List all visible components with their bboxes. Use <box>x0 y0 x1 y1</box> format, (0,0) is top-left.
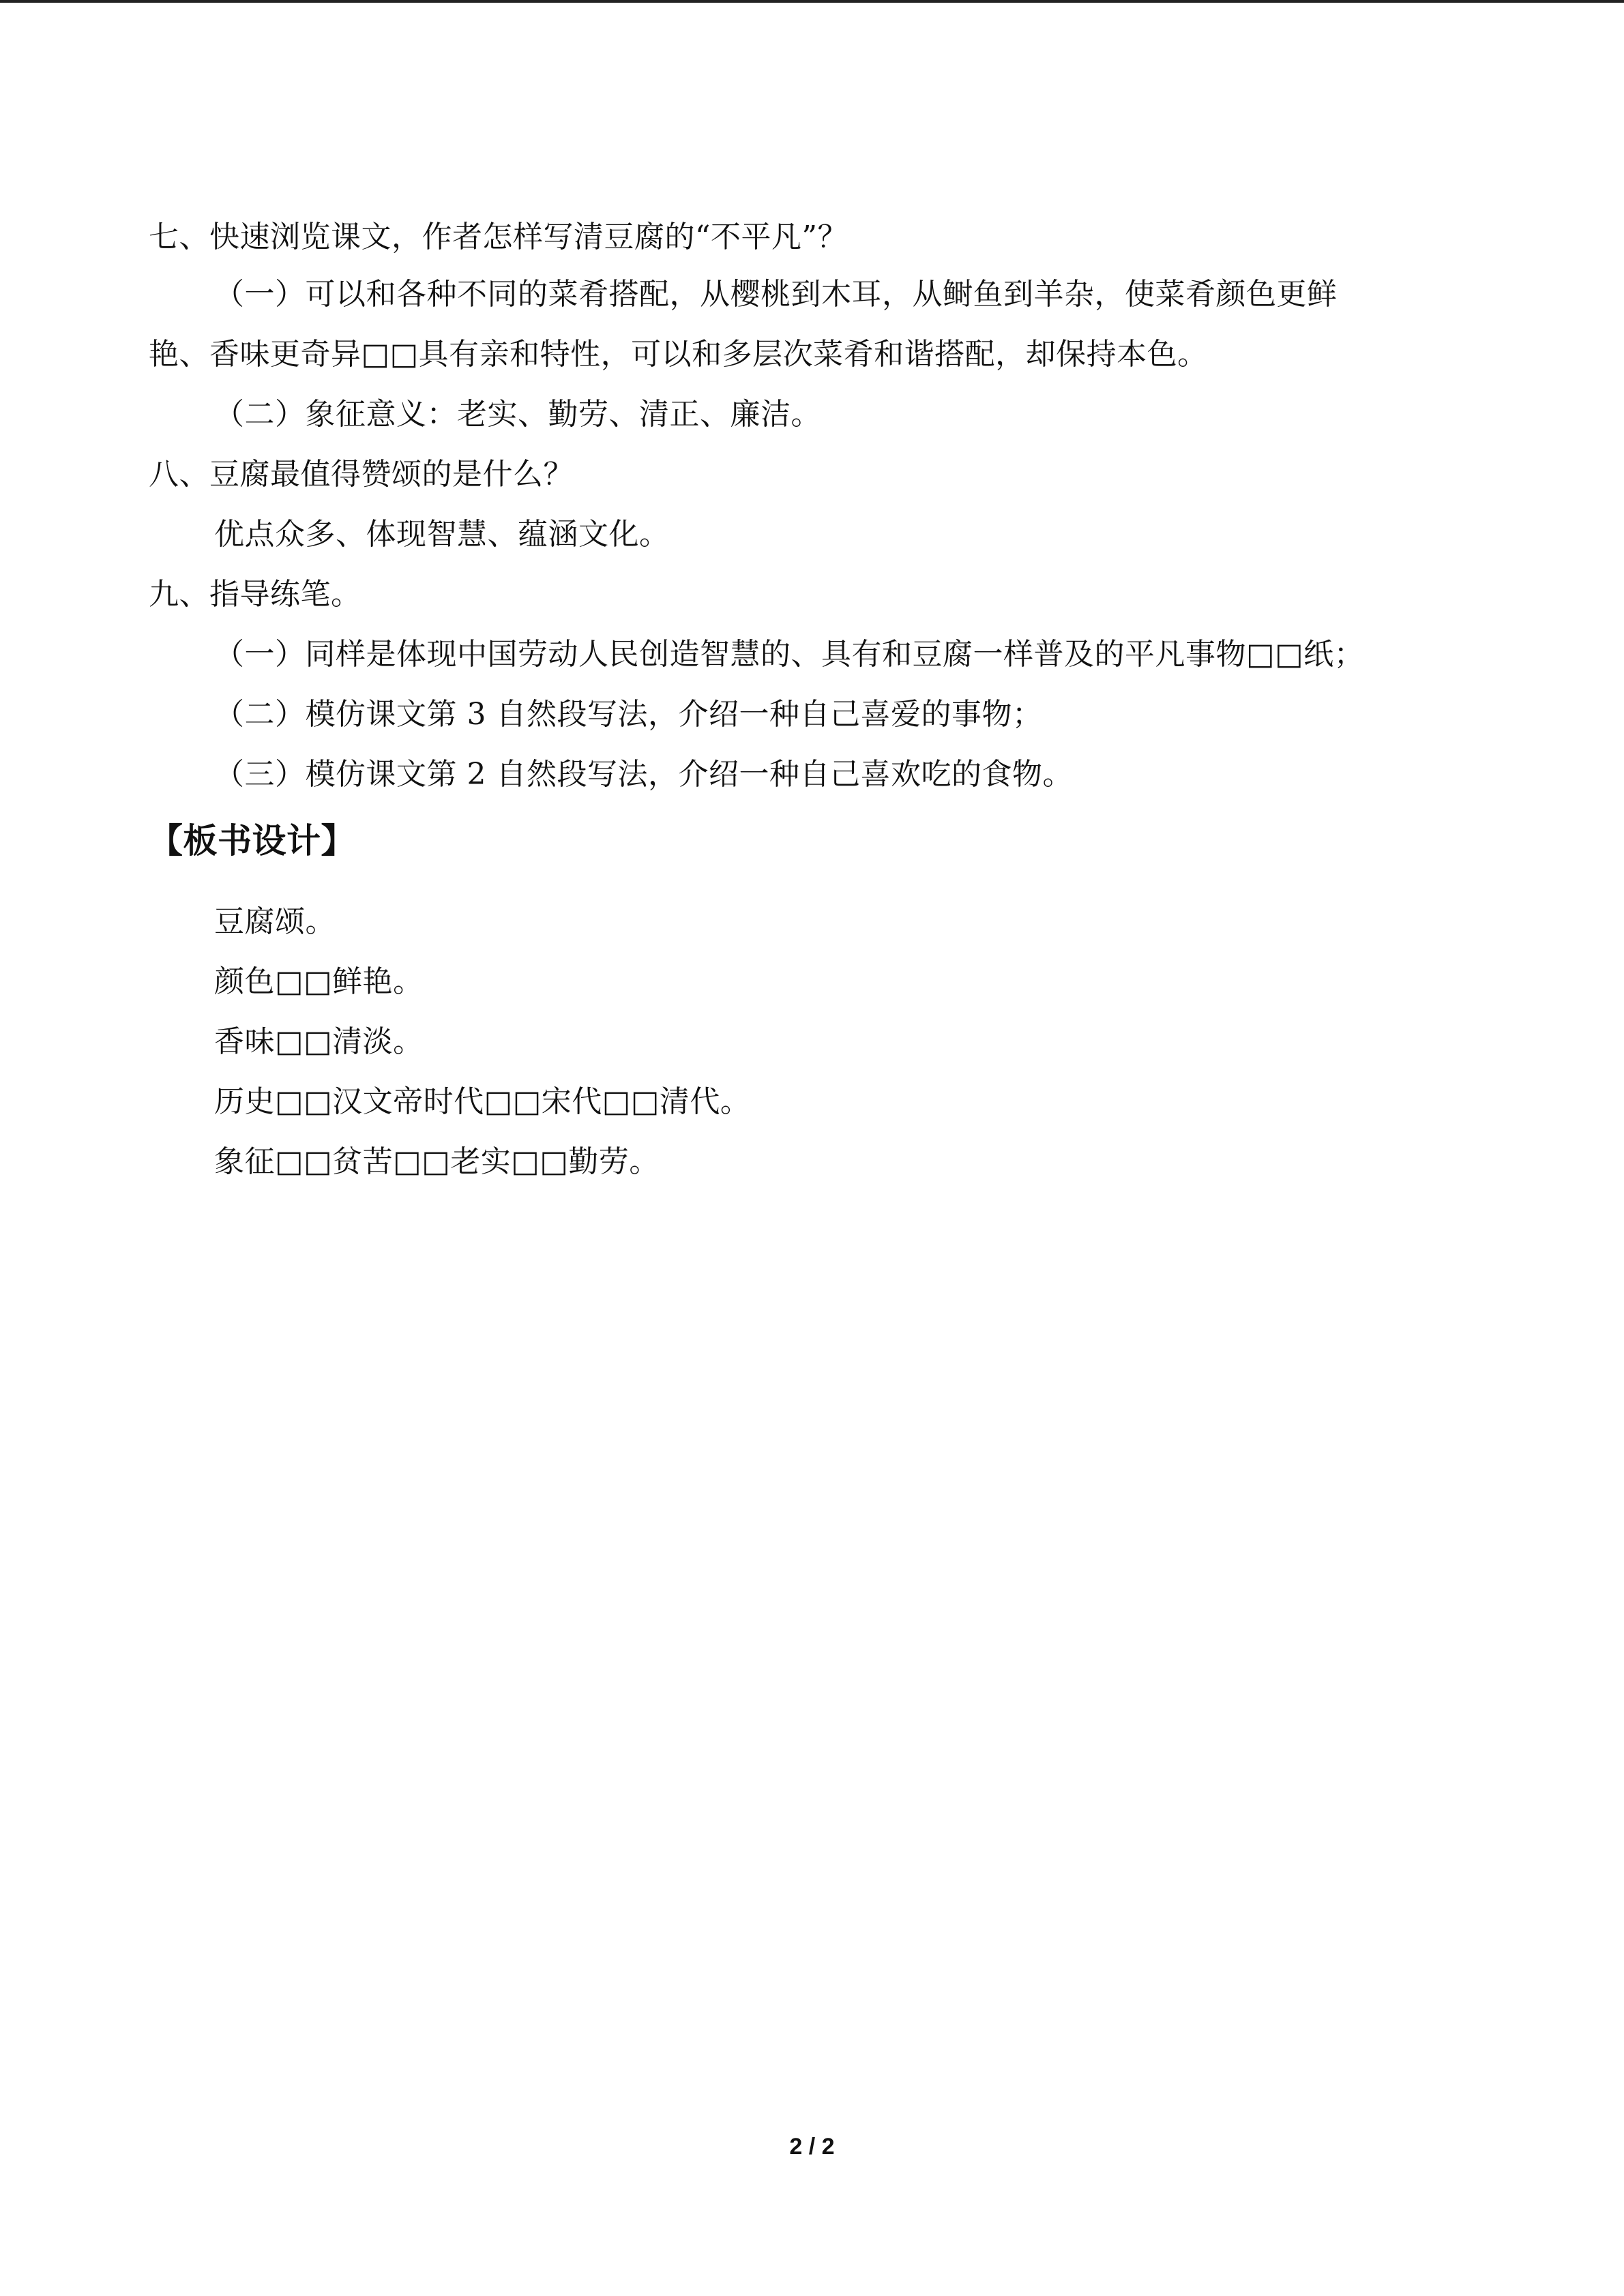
board-line: 历史□□汉文帝时代□□宋代□□清代。 <box>214 1084 751 1119</box>
board-design-heading: 【板书设计】 <box>149 821 355 861</box>
section9-item3: （三）模仿课文第 2 自然段写法，介绍一种自己喜欢吃的食物。 <box>214 757 1073 792</box>
section7-answer1-line2: 艳、香味更奇异□□具有亲和特性，可以和多层次菜肴和谐搭配，却保持本色。 <box>149 337 1208 372</box>
section8-question: 八、豆腐最值得赞颂的是什么？ <box>149 457 574 492</box>
section7-answer2: （二）象征意义：老实、勤劳、清正、廉洁。 <box>214 397 821 432</box>
section7-question: 七、快速浏览课文，作者怎样写清豆腐的“不平凡”？ <box>149 220 848 254</box>
board-line: 颜色□□鲜艳。 <box>214 964 424 999</box>
board-line: 豆腐颂。 <box>214 904 336 939</box>
board-line: 香味□□清淡。 <box>214 1024 424 1059</box>
board-line: 象征□□贫苦□□老实□□勤劳。 <box>214 1144 660 1179</box>
section9-item2: （二）模仿课文第 3 自然段写法，介绍一种自己喜爱的事物； <box>214 697 1043 732</box>
section9-question: 九、指导练笔。 <box>149 577 361 612</box>
section7-answer1-line1: （一）可以和各种不同的菜肴搭配，从樱桃到木耳，从鲥鱼到羊杂，使菜肴颜色更鲜 <box>214 277 1338 312</box>
page-number: 2 / 2 <box>789 2134 835 2160</box>
section8-answer: 优点众多、体现智慧、蕴涵文化。 <box>214 517 670 552</box>
section9-item1: （一）同样是体现中国劳动人民创造智慧的、具有和豆腐一样普及的平凡事物□□纸； <box>214 637 1365 672</box>
